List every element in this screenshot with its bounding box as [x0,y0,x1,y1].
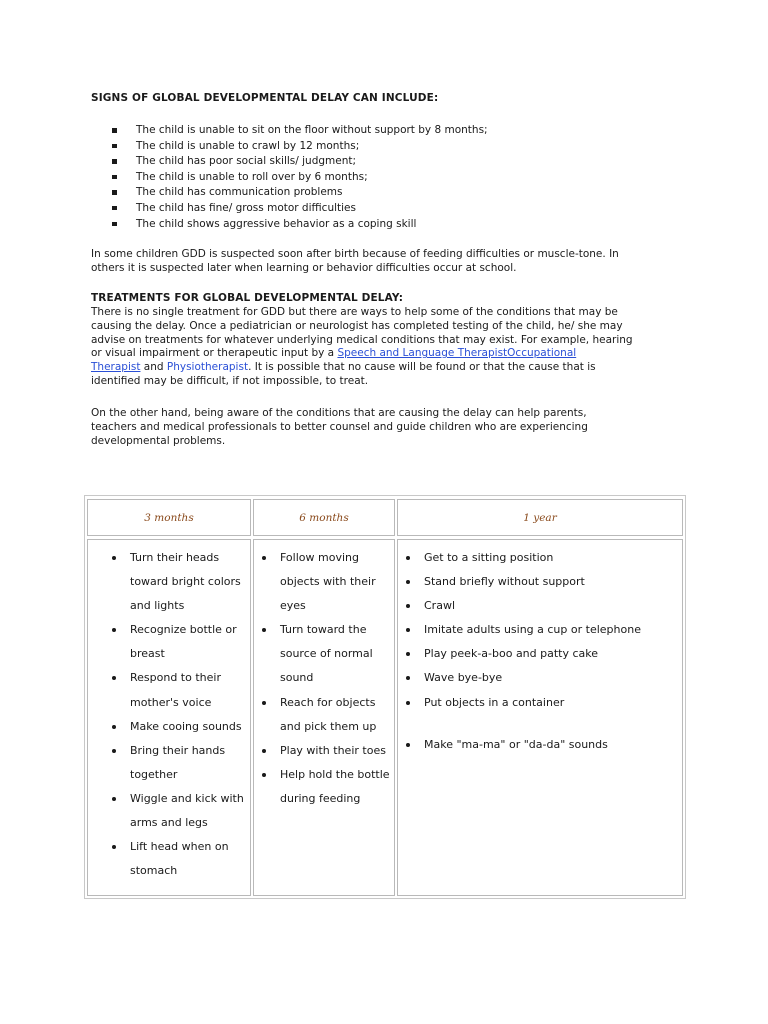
list-item: Bring their hands together [108,739,254,787]
milestone-list-6-months [258,546,396,811]
signs-list [112,123,488,232]
list-item: Respond to their mother's voice [108,666,254,714]
treatments-paragraph: There is no single treatment for GDD but there are ways to help some of the conditions that may be causing the delay. Once a pediatrician or neurologist has completed testing of the child, he/ she may advise on treatments for whatever underlying medical conditions that may exist. For example, hearing or visual impairment or therapeutic input by a Speech and Language TherapistOccupational Therapist and Physiotherapist. It is possible that no cause will be found or that the cause that is identified may be difficult, if not impossible, to treat. [91,306,633,387]
column-header-6-months: 6 months [253,499,395,536]
bullet-dot-icon [262,749,266,753]
bullet-dot-icon [262,773,266,777]
awareness-paragraph: On the other hand, being aware of the conditions that are causing the delay can help parents, teachers and medical professionals to better counsel and guide children who are experiencing developmental problems. [91,407,588,447]
list-item: Play peek-a-boo and patty cake [402,642,684,666]
physiotherapist-link[interactable]: Physiotherapist [166,361,249,374]
bullet-dot-icon [262,556,266,560]
speech-language-therapist-link[interactable]: Speech and Language TherapistOccupational [337,347,577,360]
bullet-dot-icon [112,725,116,729]
list-item: The child is unable to roll over by 6 months; [112,170,488,186]
bullet-square-icon [112,175,117,180]
column-header-3-months: 3 months [87,499,251,536]
bullet-dot-icon [112,676,116,680]
bullet-dot-icon [112,556,116,560]
bullet-dot-icon [406,676,410,680]
occupational-therapist-link[interactable]: Therapist [91,361,141,374]
list-item: Make cooing sounds [108,715,254,739]
milestones-table [84,495,686,899]
list-item: The child has poor social skills/ judgment; [112,154,488,170]
list-item: Turn their heads toward bright colors and lights [108,546,254,618]
list-item: Recognize bottle or breast [108,618,254,666]
list-item: Play with their toes [258,739,396,763]
milestone-list-1-year [402,546,684,757]
column-1-year [397,539,683,896]
bullet-square-icon [112,144,117,149]
list-item: The child is unable to crawl by 12 months; [112,139,488,155]
bullet-dot-icon [112,845,116,849]
milestone-list-3-months [108,546,254,883]
list-item: Turn toward the source of normal sound [258,618,396,690]
bullet-dot-icon [112,749,116,753]
treatments-heading: TREATMENTS FOR GLOBAL DEVELOPMENTAL DELAY: [91,292,404,304]
bullet-dot-icon [406,556,410,560]
signs-heading: SIGNS OF GLOBAL DEVELOPMENTAL DELAY CAN INCLUDE: [91,92,439,104]
column-header-1-year: 1 year [397,499,683,536]
bullet-square-icon [112,128,117,133]
list-item: Wiggle and kick with arms and legs [108,787,254,835]
bullet-dot-icon [262,628,266,632]
bullet-dot-icon [406,580,410,584]
bullet-square-icon [112,159,117,164]
list-item: Wave bye-bye [402,666,684,690]
bullet-dot-icon [406,604,410,608]
list-item: The child is unable to sit on the floor without support by 8 months; [112,123,488,139]
list-item: Crawl [402,594,684,618]
list-item: The child shows aggressive behavior as a coping skill [112,217,488,233]
bullet-dot-icon [262,701,266,705]
list-item: Lift head when on stomach [108,835,254,883]
bullet-dot-icon [406,743,410,747]
bullet-square-icon [112,190,117,195]
list-item: Reach for objects and pick them up [258,691,396,739]
bullet-square-icon [112,206,117,211]
bullet-dot-icon [406,652,410,656]
column-6-months [253,539,395,896]
bullet-dot-icon [406,628,410,632]
bullet-dot-icon [406,701,410,705]
list-item: Stand briefly without support [402,570,684,594]
gdd-suspected-paragraph: In some children GDD is suspected soon after birth because of feeding difficulties or muscle-tone. In others it is suspected later when learning or behavior difficulties occur at school. [91,248,619,274]
list-item: Put objects in a container [402,691,684,715]
bullet-square-icon [112,222,117,227]
list-item: Imitate adults using a cup or telephone [402,618,684,642]
bullet-dot-icon [112,797,116,801]
list-item: Get to a sitting position [402,546,684,570]
column-3-months [87,539,251,896]
list-item: Help hold the bottle during feeding [258,763,396,811]
list-item: The child has fine/ gross motor difficulties [112,201,488,217]
list-item: The child has communication problems [112,185,488,201]
bullet-dot-icon [112,628,116,632]
list-item: Make "ma-ma" or "da-da" sounds [402,733,684,757]
list-item: Follow moving objects with their eyes [258,546,396,618]
